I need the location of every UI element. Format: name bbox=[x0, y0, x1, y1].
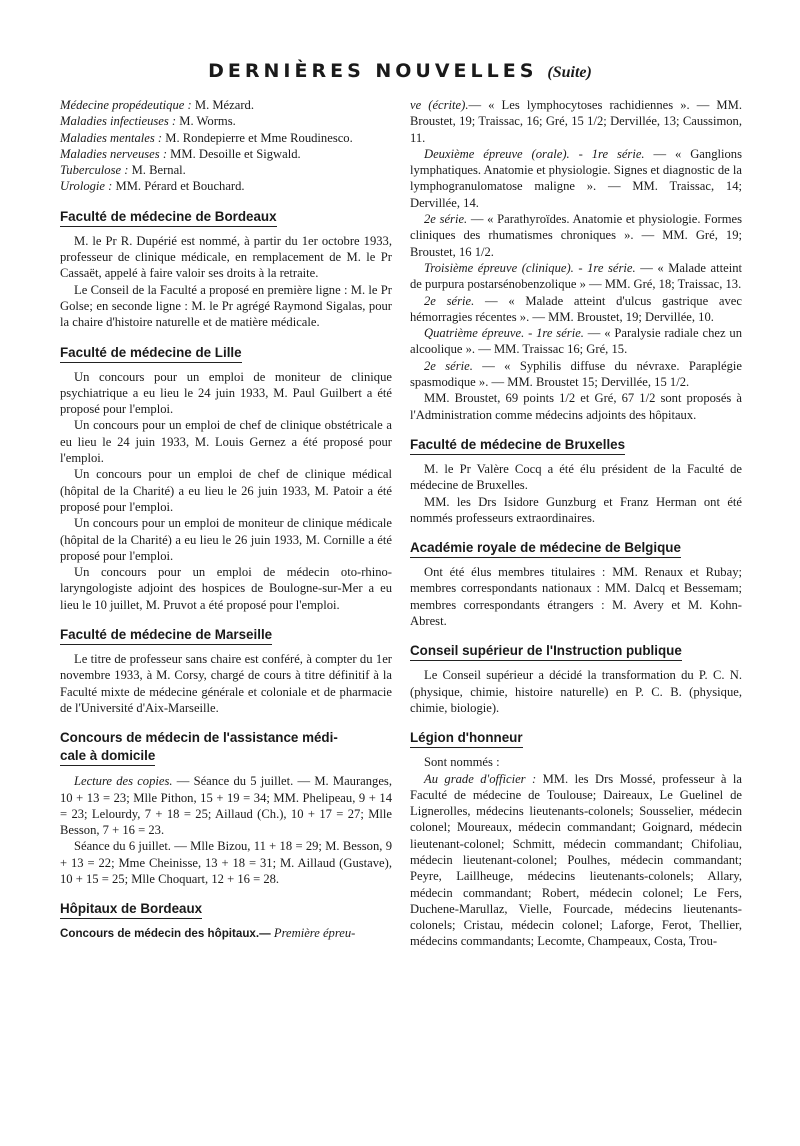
paragraph bbox=[410, 564, 742, 629]
paragraph-text: — « Paralysie radiale chez un alcoolique ». — MM. Traissac 16; Gré, 15. bbox=[410, 326, 742, 357]
paragraph-text: Ont été élus membres titulaires : MM. Renaux et Rubay; membres correspondants nationaux : MM. Dalcq et Bessemam; membres correspondants étrangers : M. Avery et M. Kohn-Abrest. bbox=[410, 565, 742, 629]
paragraph-text: Un concours pour un emploi de chef de clinique obstétricale a eu lieu le 24 juin 1933, M. Louis Gernez a été proposé pour l'emploi. bbox=[60, 418, 392, 466]
paragraph-text: MM. Broustet, 69 points 1/2 et Gré, 67 1/2 sont proposés à l'Administration comme médecins adjoints des hôpitaux. bbox=[410, 391, 742, 422]
paragraph bbox=[60, 97, 392, 113]
paragraph-italic: Quatrième épreuve. - 1re série. bbox=[424, 326, 584, 341]
paragraph bbox=[410, 97, 742, 146]
paragraph bbox=[60, 282, 392, 331]
paragraph bbox=[410, 771, 742, 950]
paragraph-text: MM. les Drs Isidore Gunzburg et Franz Herman ont été nommés professeurs extraordinaires. bbox=[410, 494, 742, 525]
page-title-text: DERNIÈRES NOUVELLES bbox=[208, 60, 538, 82]
paragraph-italic: Deuxième épreuve (orale). - 1re série. bbox=[424, 146, 645, 161]
paragraph bbox=[410, 358, 742, 391]
paragraph-text: Le Conseil supérieur a décidé la transformation du P. C. N. (physique, chimie, histoire naturelle) en P. C. B. (physique, chimie, biologie). bbox=[410, 668, 742, 715]
paragraph-text: — « Parathyroïdes. Anatomie et physiologie. Formes cliniques des rhumatismes chroniques ». — MM. Gré, 19; Broustet, 16 1/2. bbox=[410, 212, 742, 259]
paragraph bbox=[60, 466, 392, 515]
paragraph-italic: ve (écrite). bbox=[410, 98, 469, 112]
paragraph-text: — « Ganglions lymphatiques. Anatomie et physiologie. Signes et diagnostic de la lymphogranulomatose maligne ». — MM. Traissac, 14; Dervillée, 14. bbox=[410, 146, 742, 210]
paragraph-text: — « Malade atteint d'ulcus gastrique avec hémorragies récentes ». — MM. Broustet, 19; Dervillée, 10. bbox=[410, 293, 742, 324]
section-heading: Faculté de médecine de Marseille bbox=[60, 627, 272, 645]
paragraph bbox=[60, 233, 392, 282]
paragraph-italic: Maladies mentales : bbox=[60, 130, 163, 145]
paragraph bbox=[60, 146, 392, 162]
paragraph bbox=[60, 113, 392, 129]
paragraph-text: — « Les lymphocytoses rachidiennes ». — MM. Broustet, 19; Traissac, 16; Gré, 15 1/2; Dervillée, 13; Caussimon, 11. bbox=[410, 98, 742, 145]
paragraph-text: Séance du 6 juillet. — Mlle Bizou, 11 + 18 = 29; M. Besson, 9 + 13 = 22; Mme Cheinisse, 13 + 18 = 31; M. Aillaud (Gustave), 10 + 15 = 25; Mlle Choquart, 12 + 16 = 28. bbox=[60, 839, 392, 886]
paragraph bbox=[410, 293, 742, 326]
paragraph bbox=[60, 178, 392, 194]
paragraph bbox=[410, 146, 742, 211]
right-column bbox=[410, 97, 742, 950]
paragraph bbox=[60, 130, 392, 146]
paragraph-italic: Tuberculose : bbox=[60, 163, 129, 178]
section-heading: Faculté de médecine de Lille bbox=[60, 345, 242, 363]
paragraph-text: — Séance du 5 juillet. — M. Mauranges, 10 + 13 = 23; Mlle Pithon, 15 + 19 = 34; MM. Phelipeau, 9 + 14 = 23; Lelourdy, 7 + 18 = 25; Aillaud (Ch.), 10 + 17 = 27; Mlle Besson, 7 + 16 = 23. bbox=[60, 774, 392, 838]
paragraph bbox=[60, 564, 392, 613]
paragraph bbox=[410, 390, 742, 423]
paragraph bbox=[410, 667, 742, 716]
section-heading: Légion d'honneur bbox=[410, 730, 523, 748]
paragraph bbox=[60, 369, 392, 418]
subheading-italic: Première épreu- bbox=[273, 926, 356, 941]
paragraph bbox=[410, 211, 742, 260]
section-heading-line: cale à domicile bbox=[60, 748, 155, 766]
paragraph-italic: Médecine propédeutique : bbox=[60, 98, 192, 112]
paragraph-text: Un concours pour un emploi de chef de clinique médical (hôpital de la Charité) a eu lieu le 26 juin 1933, M. Patoir a été proposé pour l'emploi. bbox=[60, 467, 392, 514]
paragraph bbox=[410, 461, 742, 494]
paragraph bbox=[410, 754, 742, 770]
paragraph bbox=[60, 515, 392, 564]
section-heading: Faculté de médecine de Bordeaux bbox=[60, 209, 277, 227]
paragraph-text: Un concours pour un emploi de moniteur de clinique psychiatrique a eu lieu le 24 juin 1933, M. Paul Guilbert a été proposé pour l'emploi. bbox=[60, 369, 392, 417]
paragraph-italic: Maladies infectieuses : bbox=[60, 114, 177, 129]
paragraph-text: M. Worms. bbox=[176, 114, 236, 129]
paragraph-text: Le Conseil de la Faculté a proposé en première ligne : M. le Pr Golse; en seconde ligne : M. le Pr agrégé Raymond Sigalas, pour la chaire d'histoire naturelle et de matière médicale. bbox=[60, 282, 392, 330]
paragraph-italic: Au grade d'officier : bbox=[424, 771, 537, 786]
paragraph-text: M. le Pr Valère Cocq a été élu président de la Faculté de médecine de Bruxelles. bbox=[410, 461, 742, 493]
paragraph-italic: Urologie : bbox=[60, 179, 113, 194]
paragraph-italic: 2e série. bbox=[424, 212, 468, 227]
paragraph-text: MM. les Drs Mossé, professeur à la Faculté de médecine de Toulouse; Daireaux, Le Guelinel de Lignerolles, médecins lieutenants-colonels; Sousselier, médecin colonel; Moureaux, médecin commandant; Goignard, médecin lieutenant-colonel; Schmitt, médecin commandant; Chifoliau, médecin lieutenant-colonel; Poulhes, médecin commandant; Peyre, Laillheuge, médecins lieutenants-colonels; Allary, médecin commandant; Robert, médecin colonel; Le Fers, Duchene-Marullaz, Vielle, Fourcade, médecins lieutenants-colonels; Cristau, médecin colonel; Laforge, Ferot, Thellier, médecins commandants; Lecomte, Champeaux, Costa, Trou- bbox=[410, 771, 742, 949]
paragraph-italic: 2e série. bbox=[424, 293, 475, 308]
paragraph bbox=[410, 260, 742, 293]
paragraph-text: MM. Desoille et Sigwald. bbox=[167, 146, 301, 161]
paragraph-text: — « Malade atteint de purpura postarsénobenzolique » — MM. Gré, 18; Traissac, 13. bbox=[410, 260, 742, 292]
paragraph-italic: 2e série. bbox=[424, 358, 473, 373]
paragraph bbox=[60, 162, 392, 178]
section-heading: Faculté de médecine de Bruxelles bbox=[410, 437, 625, 455]
paragraph-text: — « Syphilis diffuse du névraxe. Paraplégie spasmodique ». — MM. Broustet 15; Dervillée, 15 1/2. bbox=[410, 358, 742, 390]
paragraph-text: Un concours pour un emploi de moniteur de clinique médicale (hôpital de la Charité) a eu lieu le 26 juin 1933, M. Cornille a été proposé pour l'emploi. bbox=[60, 516, 392, 563]
paragraph-italic: Lecture des copies. bbox=[74, 774, 173, 789]
paragraph-text: Un concours pour un emploi de médecin oto-rhino-laryngologiste adjoint des hospices de Boulogne-sur-Mer a eu lieu le 10 juillet, M. Pruvot a été proposé pour l'emploi. bbox=[60, 565, 392, 612]
left-column bbox=[60, 97, 392, 943]
paragraph bbox=[60, 773, 392, 838]
paragraph bbox=[410, 494, 742, 527]
section-heading: Académie royale de médecine de Belgique bbox=[410, 540, 681, 558]
section-heading: Hôpitaux de Bordeaux bbox=[60, 901, 202, 919]
paragraph-text: M. le Pr R. Dupérié est nommé, à partir du 1er octobre 1933, professeur de clinique médicale, en remplacement de M. le Pr Cassaët, appelé à faire valoir ses droits à la retraite. bbox=[60, 233, 392, 281]
section-heading bbox=[60, 730, 392, 773]
section-heading-line: Concours de médecin de l'assistance médi- bbox=[60, 730, 338, 746]
subheading bbox=[60, 925, 392, 942]
page-title-suite: (Suite) bbox=[547, 64, 592, 81]
paragraph-text: M. Bernal. bbox=[128, 163, 186, 178]
subheading-label: Concours de médecin des hôpitaux.— bbox=[60, 927, 274, 941]
paragraph bbox=[410, 325, 742, 358]
paragraph bbox=[60, 417, 392, 466]
paragraph-text: MM. Pérard et Bouchard. bbox=[112, 179, 245, 194]
paragraph-text: M. Rondepierre et Mme Roudinesco. bbox=[162, 130, 353, 145]
paragraph bbox=[60, 651, 392, 716]
paragraph-text: Sont nommés : bbox=[424, 755, 500, 770]
paragraph bbox=[60, 838, 392, 887]
paragraph-italic: Maladies nerveuses : bbox=[60, 146, 168, 161]
paragraph-text: M. Mézard. bbox=[191, 98, 254, 112]
paragraph-text: Le titre de professeur sans chaire est conféré, à compter du 1er novembre 1933, à M. Corsy, chargé de cours à titre définitif à la Faculté mixte de médecine générale et coloniale et de pharmacie de l'Université d'Aix-Marseille. bbox=[60, 652, 392, 715]
page-title bbox=[0, 60, 800, 82]
paragraph-italic: Troisième épreuve (clinique). - 1re série. bbox=[424, 260, 636, 275]
section-heading: Conseil supérieur de l'Instruction publique bbox=[410, 643, 682, 661]
